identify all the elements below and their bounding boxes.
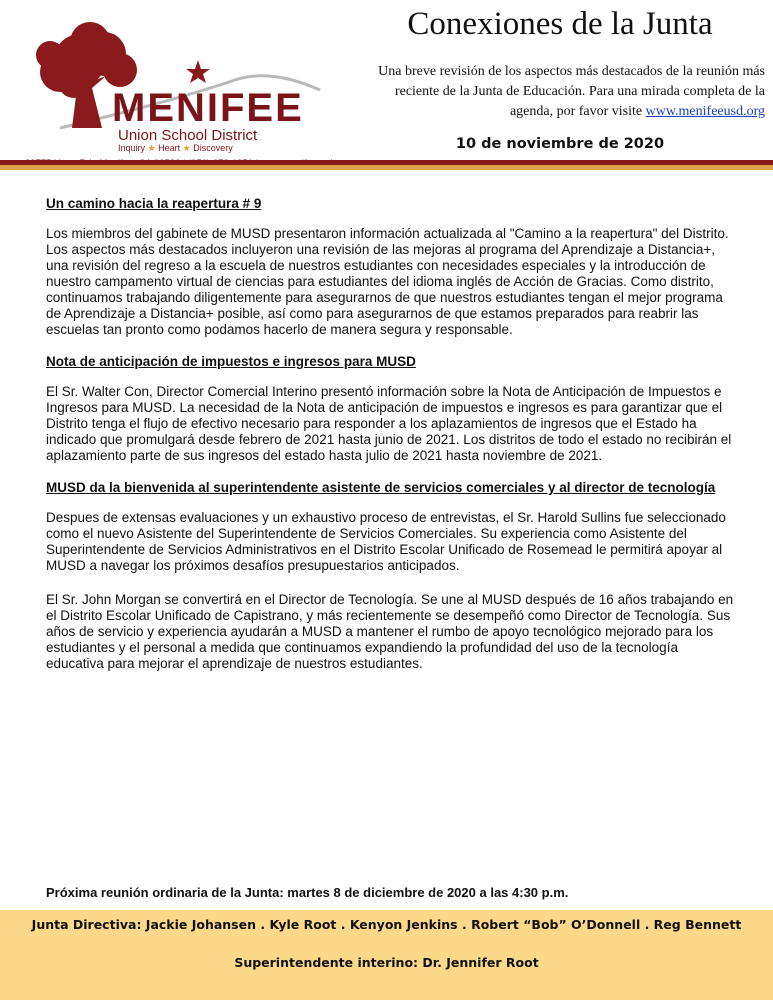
meeting-date: 10 de noviembre de 2020 [455,136,665,152]
brand-tagline [118,143,368,153]
next-meeting-note: Próxima reunión ordinaria de la Junta: martes 8 de diciembre de 2020 a las 4:30 p.m. [46,885,569,900]
star-icon: ★ [182,143,191,153]
section-paragraph: El Sr. John Morgan se convertirá en el Director de Tecnología. Se une al MUSD después de 16 años trabajando en el Distrito Escolar Unificado de Capistrano, y más recientemente se desempeñó como Director de Tecnología. Sus años de servicio y experiencia ayudarán a MUSD a mantener el rumbo de apoyo tecnológico mejorado para los estudiantes y el personal a medida que continuamos expandiendo la profundidad del uso de la tecnología educativa para mejorar el aprendizaje de nuestros estudiantes. [46,592,734,671]
board-members: Junta Directiva: Jackie Johansen . Kyle Root . Kenyon Jenkins . Robert “Bob” O’Donnell . Reg Bennett [31,917,742,932]
section-paragraph: Los miembros del gabinete de MUSD presentaron información actualizada al "Camino a la reapertura" del Distrito. Los aspectos más destacados incluyeron una revisión de las mejoras al programa del Aprendizaje a Distancia+, una revisión del regreso a la escuela de nuestros estudiantes con necesidades especiales y la introducción de nuestro campamento virtual de ciencias para estudiantes del idioma inglés de Acción de Gracias. Como distrito, continuamos trabajando diligentemente para asegurarnos de que nuestros estudiantes tengan el mejor programa de Aprendizaje a Distancia+ posible, así como para asegurarnos de que estamos preparados para reabrir las escuelas tan pronto como podamos hacerlo de manera segura y responsable. [46,226,729,337]
brand-name: MENIFEE [112,86,304,130]
article-content [46,196,736,680]
website-link[interactable]: www.menifeeusd.org [645,104,765,119]
intro-body: Una breve revisión de los aspectos más destacados de la reunión más reciente de la Junta de Educación. Para una mirada completa de la agenda, por favor visite [378,64,765,119]
page-title: Conexiones de la Junta [407,6,713,42]
tag-inquiry: Inquiry [118,143,146,153]
section-paragraph: El Sr. Walter Con, Director Comercial Interino presentó información sobre la Nota de Anticipación de Impuestos e Ingresos para MUSD. La necesidad de la Nota de anticipación de impuestos e ingresos es para garantizar que el Distrito tenga el flujo de efectivo necesario para responder a los aplazamientos de ingresos que el Estado ha indicado que promulgará desde febrero de 2021 hasta junio de 2021. Los distritos de todo el estado no recibirán el aplazamiento parte de sus ingresos del estado hasta julio de 2021 hasta noviembre de 2021. [46,384,732,463]
header-divider-gold [0,165,773,170]
intro-text [360,62,765,122]
section-paragraph: Despues de extensas evaluaciones y un exhaustivo proceso de entrevistas, el Sr. Harold Sullins fue seleccionado como el nuevo Asistente del Superintendente de Servicios Comerciales. Su experiencia como Asistente del Superintendente de Servicios Administrativos en el Distrito Escolar Unificado de Rosemead le permitirá apoyar al MUSD a navegar los próximos desafíos presupuestarios anticipados. [46,510,726,573]
section-heading-welcome: MUSD da la bienvenida al superintendente asistente de servicios comerciales y al director de tecnología [46,480,716,495]
tag-discovery: Discovery [193,143,233,153]
section-heading-reopening: Un camino hacia la reapertura # 9 [46,196,262,211]
footer-band [0,910,773,1000]
star-icon: ★ [147,143,156,153]
tag-heart: Heart [158,143,181,153]
interim-superintendent: Superintendente interino: Dr. Jennifer Root [234,955,539,970]
brand-subtitle: Union School District [118,127,258,144]
district-logo [20,10,360,180]
section-heading-tax-note: Nota de anticipación de impuestos e ingresos para MUSD [46,354,416,369]
